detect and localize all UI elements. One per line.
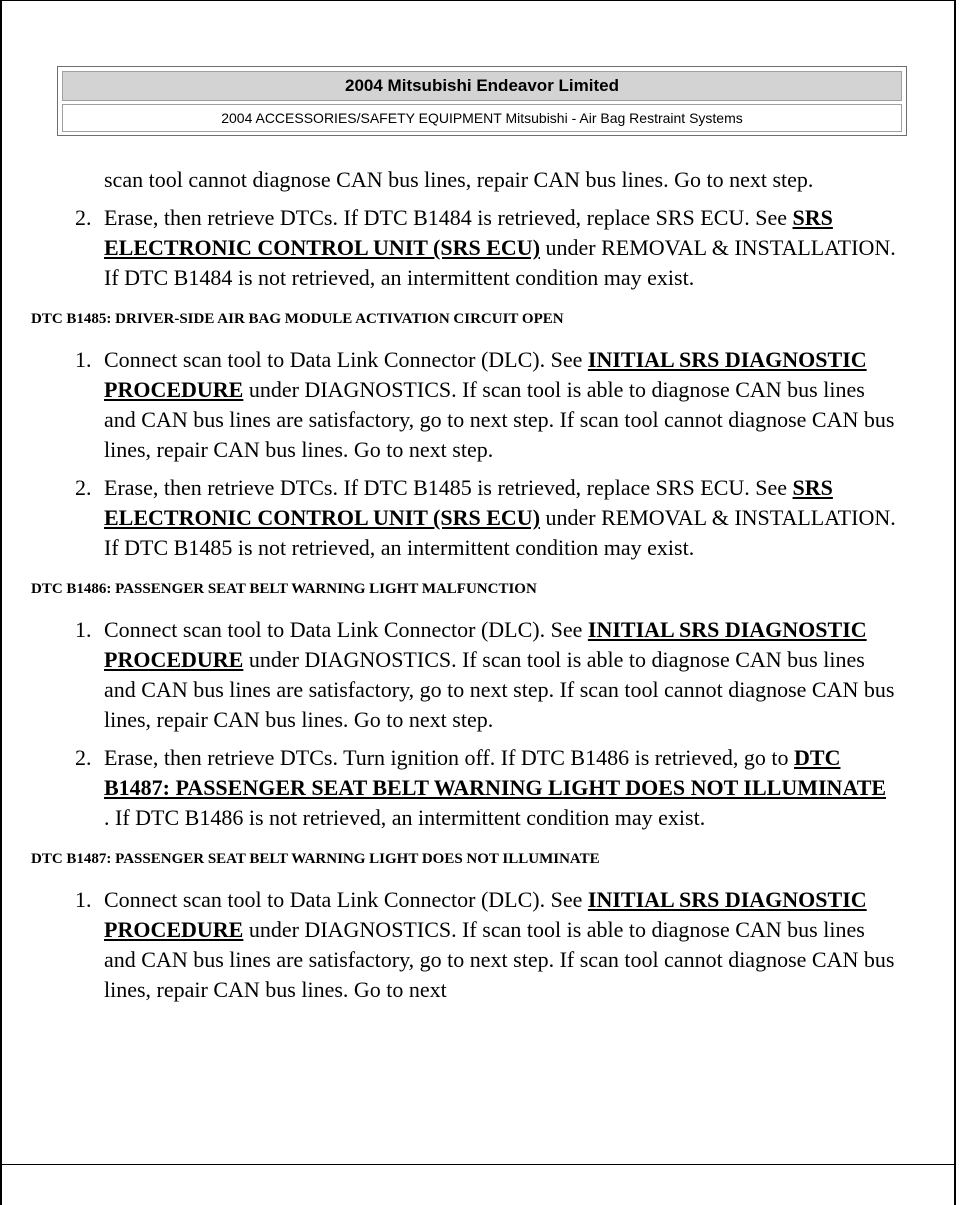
document-body [0,165,956,1005]
dtc-b1487-link[interactable]: DTC B1487: PASSENGER SEAT BELT WARNING LIGHT DOES NOT ILLUMINATE [104,745,887,800]
list-item [0,203,956,293]
item-text: under REMOVAL & INSTALLATION. If DTC B1484 is not retrieved, an intermittent condition may exist. [104,235,896,290]
list-item [0,885,956,1005]
item-text: Connect scan tool to Data Link Connector (DLC). See [104,347,588,372]
initial-srs-diagnostic-link[interactable]: INITIAL SRS DIAGNOSTIC PROCEDURE [104,617,867,672]
item-number: 2. [75,205,92,230]
item-text: Erase, then retrieve DTCs. If DTC B1484 is retrieved, replace SRS ECU. See [104,205,793,230]
item-text: Connect scan tool to Data Link Connector (DLC). See [104,617,588,642]
item-text: Erase, then retrieve DTCs. If DTC B1485 is retrieved, replace SRS ECU. See [104,475,793,500]
srs-ecu-link[interactable]: SRS ELECTRONIC CONTROL UNIT (SRS ECU) [104,205,833,260]
document-header [57,66,907,136]
item-number: 1. [75,887,92,912]
section-subtitle: 2004 ACCESSORIES/SAFETY EQUIPMENT Mitsubishi - Air Bag Restraint Systems [62,104,902,132]
vehicle-title: 2004 Mitsubishi Endeavor Limited [62,71,902,101]
srs-ecu-link[interactable]: SRS ELECTRONIC CONTROL UNIT (SRS ECU) [104,475,833,530]
item-text: under DIAGNOSTICS. If scan tool is able to diagnose CAN bus lines and CAN bus lines are satisfactory, go to next step. If scan tool cannot diagnose CAN bus lines, repair CAN bus lines. Go to next step. [104,647,895,732]
item-text: Connect scan tool to Data Link Connector (DLC). See [104,887,588,912]
section-heading: DTC B1487: PASSENGER SEAT BELT WARNING LIGHT DOES NOT ILLUMINATE [31,851,600,867]
initial-srs-diagnostic-link[interactable]: INITIAL SRS DIAGNOSTIC PROCEDURE [104,347,867,402]
item-text: under REMOVAL & INSTALLATION. If DTC B1485 is not retrieved, an intermittent condition may exist. [104,505,896,560]
item-number: 2. [75,475,92,500]
list-item [0,743,956,833]
item-text: . If DTC B1486 is not retrieved, an intermittent condition may exist. [104,805,706,830]
list-item [0,345,956,465]
item-text: under DIAGNOSTICS. If scan tool is able to diagnose CAN bus lines and CAN bus lines are satisfactory, go to next step. If scan tool cannot diagnose CAN bus lines, repair CAN bus lines. Go to next step. [104,377,895,462]
continuation-text: scan tool cannot diagnose CAN bus lines, repair CAN bus lines. Go to next step. [104,167,814,192]
item-number: 1. [75,347,92,372]
page-border-top [0,0,956,1]
list-item [0,473,956,563]
item-number: 2. [75,745,92,770]
item-number: 1. [75,617,92,642]
section-heading: DTC B1485: DRIVER-SIDE AIR BAG MODULE ACTIVATION CIRCUIT OPEN [31,311,564,327]
list-item [0,615,956,735]
section-heading: DTC B1486: PASSENGER SEAT BELT WARNING LIGHT MALFUNCTION [31,581,537,597]
initial-srs-diagnostic-link[interactable]: INITIAL SRS DIAGNOSTIC PROCEDURE [104,887,867,942]
item-text: Erase, then retrieve DTCs. Turn ignition off. If DTC B1486 is retrieved, go to [104,745,795,770]
item-text: under DIAGNOSTICS. If scan tool is able to diagnose CAN bus lines and CAN bus lines are satisfactory, go to next step. If scan tool cannot diagnose CAN bus lines, repair CAN bus lines. Go to next [104,917,895,1002]
page-border-bottom [0,1164,956,1165]
